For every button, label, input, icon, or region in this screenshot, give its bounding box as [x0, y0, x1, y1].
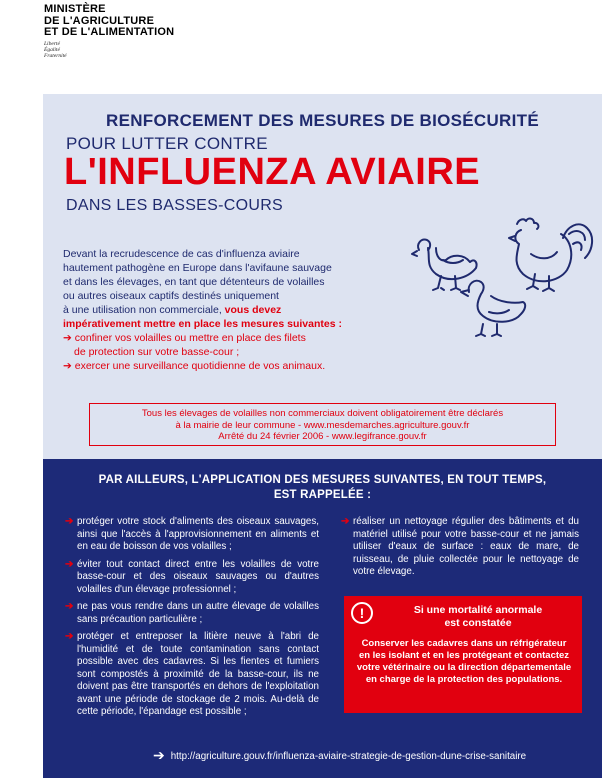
measure-item: [63, 331, 383, 345]
arrow-icon: ➔: [63, 360, 72, 372]
rooster-icon: [509, 219, 592, 291]
measure-item: [65, 559, 319, 597]
intro-text-span: à une utilisation non commerciale,: [63, 304, 225, 316]
arrow-icon: ➔: [65, 516, 74, 527]
logo-title-line: DE L'AGRICULTURE: [44, 14, 155, 27]
logo-title-line: ET DE L'ALIMENTATION: [44, 26, 175, 38]
measure-text: confiner vos volailles ou mettre en place des filets: [74, 332, 306, 344]
title-suffix: DANS LES BASSES-COURS: [66, 197, 284, 214]
arrow-icon: ➔: [341, 516, 350, 527]
alert-body: Conserver les cadavres dans un réfrigérateur en les isolant et en les protégeant et contactez votre vétérinaire ou la direction départementale en charge de la protection des populations.: [356, 638, 572, 685]
intro-line: ou autres oiseaux captifs destinés uniquement: [63, 290, 279, 302]
top-panel: [43, 94, 602, 459]
measure-text: exercer une surveillance quotidienne de vos animaux.: [74, 360, 326, 372]
logo-title: [44, 4, 174, 39]
measure-text: éviter tout contact direct entre les volailles de votre basse-cour et des oiseaux sauvages ou d'autres volailles d'un élevage professionnel ;: [77, 558, 319, 595]
intro-emphasis-line: impérativement mettre en place les mesures suivantes :: [63, 318, 342, 330]
intro-line: [63, 303, 383, 317]
measure-item: [65, 516, 319, 554]
section-title-line: EST RAPPELÉE :: [273, 489, 372, 501]
main-title: L'INFLUENZA AVIAIRE: [64, 151, 481, 193]
motto-line: Liberté: [44, 40, 60, 47]
arrow-icon: ➔: [153, 747, 165, 763]
measure-text: réaliser un nettoyage régulier des bâtiments et du matériel utilisé pour votre basse-cour et ne jamais utiliser d'eaux de surface : eaux de mare, de ruisseau, de pluie collectée pour le nettoyage de votre élevage.: [353, 516, 579, 577]
info-link-row: [153, 747, 593, 764]
hen-icon: [412, 240, 477, 290]
intro-line: hautement pathogène en Europe dans l'avifaune sauvage: [63, 262, 332, 274]
measure-item: [63, 359, 383, 373]
logo-motto: [44, 41, 174, 59]
duck-icon: [461, 281, 525, 336]
alert-title: [378, 604, 578, 629]
warning-icon: !: [351, 602, 373, 624]
arrow-icon: ➔: [65, 631, 74, 642]
bottom-panel: [43, 459, 602, 778]
measures-right-column: [341, 516, 579, 584]
intro-text: [63, 247, 383, 373]
measure-text: protéger votre stock d'aliments des oiseaux sauvages, ainsi que l'accès à l'approvisionnement en aliments et en eau de boisson de vos volailles ;: [77, 516, 319, 552]
arrow-icon: ➔: [65, 601, 74, 612]
intro-line: et dans les élevages, en tant que détenteurs de volailles: [63, 276, 325, 288]
measure-text-cont: de protection sur votre basse-cour ;: [74, 346, 240, 358]
ministry-logo: [44, 4, 174, 59]
headline: RENFORCEMENT DES MESURES DE BIOSÉCURITÉ: [106, 111, 539, 130]
alert-title-line: Si une mortalité anormale: [413, 604, 543, 616]
arrow-icon: ➔: [65, 558, 74, 570]
section-title-line: PAR AILLEURS, L'APPLICATION DES MESURES SUIVANTES, EN TOUT TEMPS,: [98, 474, 547, 486]
intro-line: Devant la recrudescence de cas d'influenza aviaire: [63, 248, 300, 260]
arrow-icon: ➔: [63, 332, 72, 344]
measure-item: [341, 516, 579, 579]
info-link[interactable]: http://agriculture.gouv.fr/influenza-aviaire-strategie-de-gestion-dune-crise-sanitaire: [170, 751, 527, 762]
notice-line: à la mairie de leur commune - www.mesdemarches.agriculture.gouv.fr: [175, 419, 470, 431]
measure-text: protéger et entreposer la litière neuve à l'abri de l'humidité et de toute contamination sans contact possible avec des cadavres. Si les fientes et fumiers sont compostés à proximité de la basse-cour, ils ne doivent pas être transportés en dehors de l'exploitation avant une période de stockage de 2 mois. Au-delà de cette période, l'épandage est possible ;: [77, 631, 319, 717]
logo-title-line: MINISTÈRE: [44, 3, 106, 15]
measure-item: [65, 601, 319, 626]
notice-line: Tous les élevages de volailles non commerciaux doivent obligatoirement être déclarés: [141, 408, 504, 419]
notice-line: Arrêté du 24 février 2006 - www.legifrance.gouv.fr: [218, 431, 427, 442]
subheadline: POUR LUTTER CONTRE: [66, 134, 268, 153]
measure-item: [65, 631, 319, 719]
mortality-alert-box: [344, 596, 582, 713]
intro-emphasis: vous devez: [224, 304, 282, 316]
measure-text: ne pas vous rendre dans un autre élevage de volailles sans précaution particulière ;: [77, 601, 319, 625]
motto-line: Fraternité: [44, 52, 67, 59]
section-title: [43, 473, 602, 503]
motto-line: Égalité: [44, 46, 60, 53]
alert-title-line: est constatée: [444, 616, 512, 629]
declaration-notice: [89, 403, 556, 446]
measures-left-column: [65, 516, 319, 724]
poultry-illustration: [383, 214, 603, 349]
